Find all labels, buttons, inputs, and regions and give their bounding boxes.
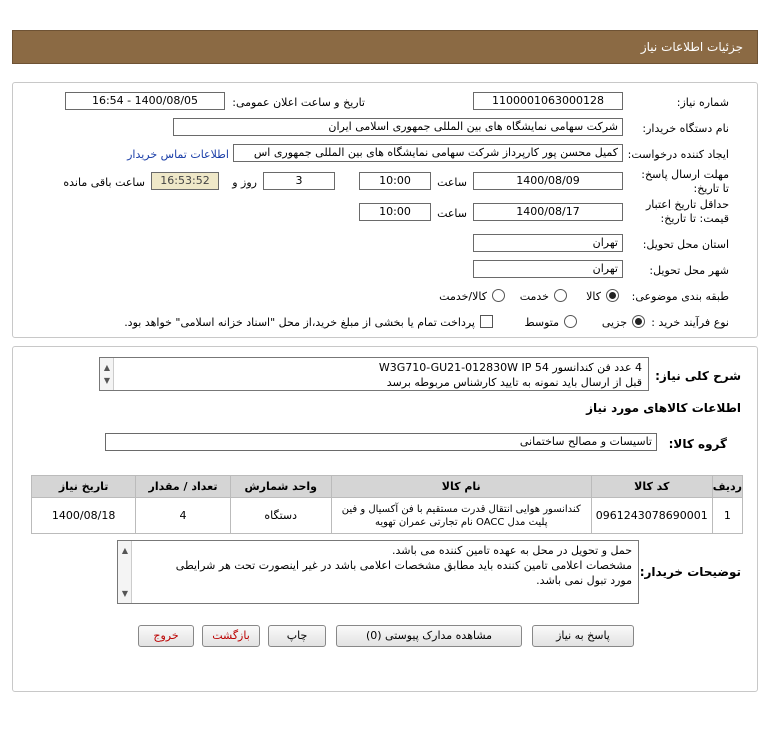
page-title: جزئیات اطلاعات نیاز	[640, 40, 743, 54]
buyer-field[interactable]: شرکت سهامی نمایشگاه های بین المللی جمهوری اسلامی ایران	[173, 118, 623, 136]
deadline-time-label: ساعت	[437, 176, 467, 189]
back-button[interactable]: بازگشت	[202, 625, 260, 647]
goods-qty: 4	[136, 498, 231, 534]
buyer-notes-line-3: مورد تبول نمی باشد.	[536, 574, 632, 587]
summary-line-2: قبل از ارسال باید نمونه به تایید کارشناس مربوطه برسد	[386, 376, 642, 389]
goods-need-date: 1400/08/18	[32, 498, 136, 534]
print-button[interactable]: چاپ	[268, 625, 326, 647]
goods-section-title: اطلاعات کالاهای مورد نیاز	[586, 401, 741, 415]
validity-label: حداقل تاریخ اعتبار قیمت: تا تاریخ:	[645, 198, 729, 225]
deadline-time-field[interactable]: 10:00	[359, 172, 431, 190]
treasury-payment-checkbox[interactable]	[480, 315, 493, 328]
province-label: استان محل تحویل:	[642, 238, 729, 251]
days-field[interactable]: 3	[263, 172, 335, 190]
province-field[interactable]: تهران	[473, 234, 623, 252]
process-option-medium: متوسط	[524, 316, 559, 329]
city-field[interactable]: تهران	[473, 260, 623, 278]
col-header-row: ردیف	[712, 476, 742, 498]
category-radio-goods-service[interactable]	[492, 289, 505, 302]
col-header-code: کد کالا	[591, 476, 712, 498]
col-header-unit: واحد شمارش	[230, 476, 331, 498]
contact-buyer-link[interactable]: اطلاعات تماس خریدار	[127, 148, 229, 161]
announce-field[interactable]: 1400/08/05 - 16:54	[65, 92, 225, 110]
col-header-qty: تعداد / مقدار	[136, 476, 231, 498]
remaining-timer: 16:53:52	[151, 172, 219, 190]
summary-line-1: 4 عدد فن کندانسور W3G710-GU21-012830W IP 54	[378, 361, 642, 374]
process-option-minor: جزیی	[601, 316, 627, 329]
days-label: روز و	[232, 176, 257, 189]
process-radio-medium[interactable]	[564, 315, 577, 328]
row-number: 1	[712, 498, 742, 534]
treasury-payment-note: پرداخت تمام یا بخشی از مبلغ خرید،از محل "اسناد خزانه اسلامی" خواهد بود.	[124, 316, 475, 329]
category-radio-service[interactable]	[554, 289, 567, 302]
city-label: شهر محل تحویل:	[649, 264, 729, 277]
view-attachments-button[interactable]: مشاهده مدارک پیوستی (0)	[336, 625, 522, 647]
goods-unit: دستگاه	[230, 498, 331, 534]
goods-name: کندانسور هوایی انتقال قدرت مستقیم با فن آکسیال و فین پلیت مدل OACC نام تجارتی عمران تهویه	[331, 498, 591, 534]
validity-time-field[interactable]: 10:00	[359, 203, 431, 221]
category-label: طبقه بندی موضوعی:	[631, 290, 729, 303]
table-row	[32, 498, 743, 534]
goods-group-label: گروه کالا:	[668, 437, 727, 451]
category-option-goods-service: کالا/خدمت	[439, 290, 487, 303]
summary-scrollbar[interactable]: ▲ ▼	[100, 358, 114, 390]
buyer-notes-line-2: مشخصات اعلامی تامین کننده باید مطابق مشخصات اعلامی باشد در غیر اینصورت تحت هر شرایطی	[175, 559, 632, 572]
goods-code: 0961243078690001	[591, 498, 712, 534]
need-details-panel	[12, 82, 758, 338]
page-header	[12, 30, 758, 64]
summary-label: شرح کلی نیاز:	[655, 369, 741, 383]
goods-group-field[interactable]: تاسیسات و مصالح ساختمانی	[105, 433, 657, 451]
respond-button[interactable]: پاسخ به نیاز	[532, 625, 634, 647]
buyer-notes-line-1: حمل و تحویل در محل به عهده تامین کننده می باشد.	[391, 544, 632, 557]
deadline-label: مهلت ارسال پاسخ: تا تاریخ:	[641, 168, 729, 195]
need-number-field[interactable]: 1100001063000128	[473, 92, 623, 110]
validity-date-field[interactable]: 1400/08/17	[473, 203, 623, 221]
validity-time-label: ساعت	[437, 207, 467, 220]
category-radio-goods[interactable]	[606, 289, 619, 302]
buyer-notes-label: توضیحات خریدار:	[639, 565, 741, 579]
buyer-notes-textarea[interactable]	[117, 540, 639, 604]
col-header-name: نام کالا	[331, 476, 591, 498]
buyer-label: نام دستگاه خریدار:	[642, 122, 729, 135]
category-option-goods: کالا	[586, 290, 601, 303]
buyer-notes-scrollbar[interactable]: ▲ ▼	[118, 541, 132, 603]
summary-textarea[interactable]	[99, 357, 649, 391]
goods-table	[31, 475, 743, 534]
remaining-label: ساعت باقی مانده	[63, 176, 145, 189]
creator-label: ایجاد کننده درخواست:	[627, 148, 729, 161]
process-label: نوع فرآیند خرید :	[651, 316, 729, 329]
announce-label: تاریخ و ساعت اعلان عمومی:	[232, 96, 365, 109]
process-radio-minor[interactable]	[632, 315, 645, 328]
goods-table-header	[32, 476, 743, 498]
col-header-date: تاریخ نیاز	[32, 476, 136, 498]
creator-field[interactable]: کمیل محسن پور کارپرداز شرکت سهامی نمایشگاه های بین المللی جمهوری اس	[233, 144, 623, 162]
need-number-label: شماره نیاز:	[676, 96, 729, 109]
deadline-date-field[interactable]: 1400/08/09	[473, 172, 623, 190]
category-option-service: خدمت	[519, 290, 549, 303]
exit-button[interactable]: خروج	[138, 625, 194, 647]
